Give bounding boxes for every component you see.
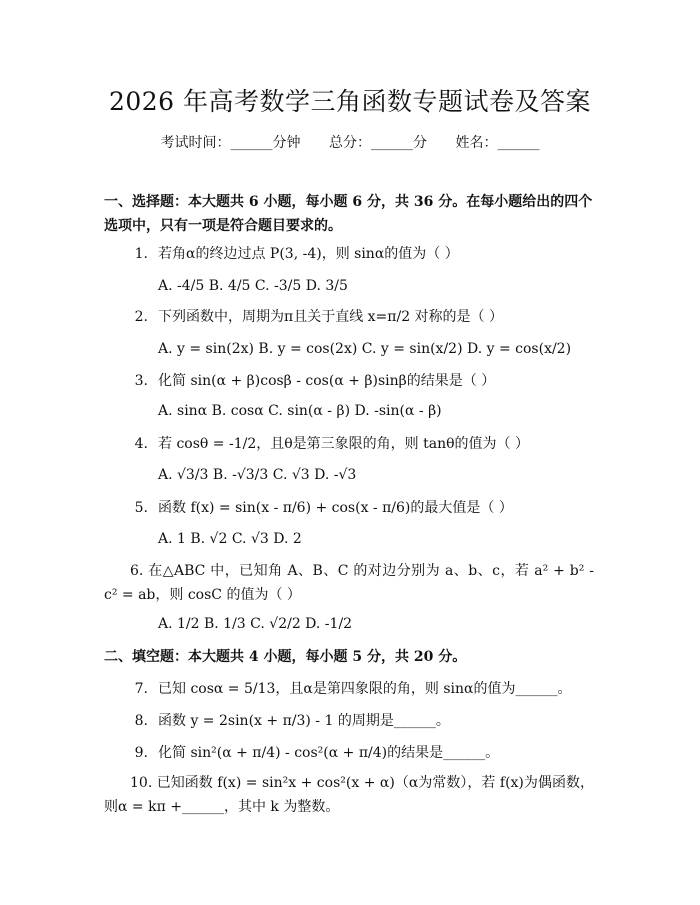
- question-text: 下列函数中，周期为π且关于直线 x=π/2 对称的是（ ）: [158, 309, 504, 325]
- question-text: 化简 sin(α + β)cosβ - cos(α + β)sinβ的结果是（ ）: [158, 373, 496, 389]
- question-text: 已知函数 f(x) = sin²x + cos²(x + α)（α为常数），若 f(x)为偶函数，则α = kπ +______，其中 k 为整数。: [104, 775, 594, 815]
- exam-time-field: 考试时间：______分钟: [160, 135, 301, 151]
- question-7: [104, 677, 594, 701]
- question-8: [104, 709, 594, 733]
- question-text: 在△ABC 中，已知角 A、B、C 的对边分别为 a、b、c，若 a² + b² - c² = ab，则 cosC 的值为（ ）: [104, 563, 594, 603]
- question-text: 若 cosθ = -1/2，且θ是第三象限的角，则 tanθ的值为（ ）: [158, 436, 529, 452]
- question-number: 2.: [134, 309, 148, 325]
- question-text: 已知 cosα = 5/13，且α是第四象限的角，则 sinα的值为______。: [158, 681, 572, 697]
- question-number: 5.: [134, 500, 148, 516]
- question-text: 函数 y = 2sin(x + π/3) - 1 的周期是______。: [158, 713, 450, 729]
- exam-meta: [0, 132, 700, 152]
- question-5-options: A. 1 B. √2 C. √3 D. 2: [158, 531, 302, 547]
- question-6: [104, 559, 594, 607]
- question-4-options: A. √3/3 B. -√3/3 C. √3 D. -√3: [158, 467, 357, 483]
- question-1-options: A. -4/5 B. 4/5 C. -3/5 D. 3/5: [158, 278, 348, 294]
- total-score-field: 总分：______分: [329, 135, 427, 151]
- question-3: [104, 369, 594, 393]
- question-2: [104, 305, 594, 329]
- section-heading-fill: 二、填空题：本大题共 4 小题，每小题 5 分，共 20 分。: [104, 649, 467, 665]
- question-2-options: A. y = sin(2x) B. y = cos(2x) C. y = sin(x/2) D. y = cos(x/2): [158, 341, 572, 357]
- question-text: 化简 sin²(α + π/4) - cos²(α + π/4)的结果是______。: [158, 745, 500, 761]
- question-text: 若角α的终边过点 P(3, -4)，则 sinα的值为（ ）: [158, 246, 459, 262]
- question-3-options: A. sinα B. cosα C. sin(α - β) D. -sin(α - β): [158, 403, 442, 419]
- question-5: [104, 496, 594, 520]
- question-9: [104, 741, 594, 765]
- question-number: 3.: [134, 373, 148, 389]
- student-name-field: 姓名：______: [455, 135, 540, 151]
- question-10: [104, 771, 594, 819]
- section-heading-choice: 一、选择题：本大题共 6 小题，每小题 6 分，共 36 分。在每小题给出的四个选项中，只有一项是符合题目要求的。: [104, 194, 593, 234]
- question-number: 1.: [134, 246, 148, 262]
- question-text: 函数 f(x) = sin(x - π/6) + cos(x - π/6)的最大值是（ ）: [158, 500, 513, 516]
- question-number: 9.: [134, 745, 148, 761]
- question-1: [104, 242, 594, 266]
- question-6-options: A. 1/2 B. 1/3 C. √2/2 D. -1/2: [158, 616, 353, 632]
- question-number: 6.: [130, 563, 144, 579]
- question-number: 7.: [134, 681, 148, 697]
- question-number: 10.: [130, 775, 153, 791]
- page-title: 2026 年高考数学三角函数专题试卷及答案: [108, 87, 592, 116]
- question-number: 8.: [134, 713, 148, 729]
- question-number: 4.: [134, 436, 148, 452]
- question-4: [104, 432, 594, 456]
